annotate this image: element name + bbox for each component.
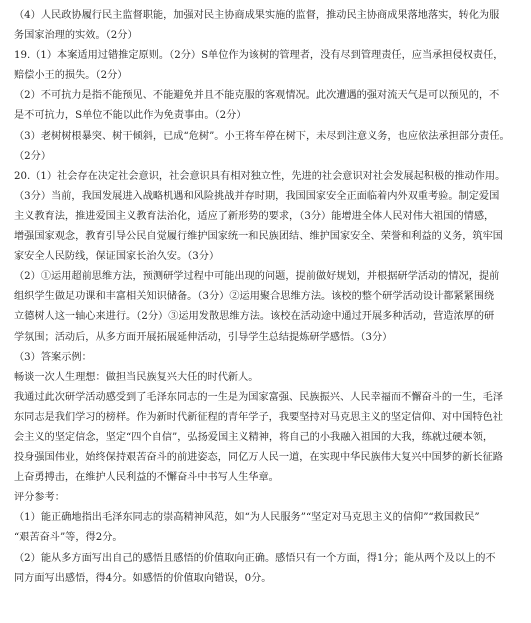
text-line: 赔偿小王的损失。（2分）: [14, 70, 128, 82]
text-line: 组织学生做足功课和丰富相关知识储备。（3分）②运用聚合思维方法。该校的整个研学活动设计都紧紧围绕: [14, 291, 495, 303]
text-line: 学氛围；活动后，从多方面开展拓展延伸活动，引导学生总结提炼研学感悟。（3分）: [14, 331, 393, 343]
text-line: 家安全人民防线，保证国家长治久安。（3分）: [14, 251, 220, 263]
text-line: （3）答案示例：: [14, 351, 92, 363]
text-line: 会主义的坚定信念，坚定“四个自信”，弘扬爱国主义精神，将自己的小我融入祖国的大我，练就过硬本领，: [14, 431, 494, 443]
text-line: （2）能从多方面写出自己的感悟且感悟的价值取向正确。感悟只有一个方面，得1分；能从两个及以上的不: [14, 552, 496, 564]
text-line: 增强国家观念，教育引导公民自觉履行维护国家统一和民族团结、维护国家安全、荣誉和利益的义务，筑牢国: [14, 231, 503, 243]
text-line: （1）能正确地指出毛泽东同志的崇高精神风范，如“为人民服务”“坚定对马克思主义的信仰”“救国救民”: [14, 512, 480, 524]
text-line: 东同志是我们学习的榜样。作为新时代新征程的青年学子，我要坚持对马克思主义的坚定信仰、对中国特色社: [14, 411, 503, 423]
text-line: （3）老树树根暴突、树干倾斜，已成“危树”。小王将车停在树下，未尽到注意义务，也应依法承担部分责任。: [14, 130, 510, 142]
text-line: 是不可抗力，S单位不能以此作为免责事由。（2分）: [14, 110, 247, 122]
text-line: 我通过此次研学活动感受到了毛泽东同志的一生是为国家富强、民族振兴、人民幸福而不懈奋斗的一生，毛泽: [14, 391, 503, 403]
text-line: “艰苦奋斗”等，得2分。: [14, 532, 123, 544]
text-line: 评分参考：: [14, 492, 65, 504]
text-line: （2）不可抗力是指不能预见、不能避免并且不能克服的客观情况。此次遭遇的强对流天气是可以预见的，不: [14, 90, 500, 102]
text-line: 主义教育法，推进爱国主义教育法治化，适应了新形势的要求，（3分）能增进全体人民对伟大祖国的情感，: [14, 210, 495, 222]
text-line: 20.（1）社会存在决定社会意识，社会意识具有相对独立性，先进的社会意识对社会发展起积极的推动作用。: [14, 170, 506, 182]
text-line: 上奋勇搏击，在维护人民利益的不懈奋斗中书写人生华章。: [14, 472, 279, 484]
text-line: （4）人民政协履行民主监督职能，加强对民主协商成果实施的监督，推动民主协商成果落地落实，转化为服: [14, 10, 500, 21]
text-line: 投身强国伟业，始终保持艰苦奋斗的前进姿态，同亿万人民一道，在实现中华民族伟大复兴中国梦的新长征路: [14, 452, 503, 464]
text-line: 务国家治理的实效。（2分）: [14, 30, 138, 42]
text-line: （2分）: [14, 150, 52, 162]
text-line: 立德树人这一轴心来进行。（2分）③运用发散思维方法。该校在活动途中通过开展多种活动，营造浓厚的研: [14, 311, 495, 323]
text-line: （2）①运用超前思维方法，预测研学过程中可能出现的问题，提前做好规划，并根据研学活动的情况，提前: [14, 271, 500, 283]
text-line: （3分）当前，我国发展进入战略机遇和风险挑战并存时期，我国国家安全正面临着内外双重考验。制定爱国: [14, 190, 500, 202]
text-line: 畅谈一次人生理想：做担当民族复兴大任的时代新人。: [14, 371, 259, 383]
text-line: 同方面写出感悟，得4分。如感悟的价值取向错误，0分。: [14, 572, 272, 584]
text-line: 19.（1）本案适用过错推定原则。（2分）S单位作为该树的管理者，没有尽到管理责任，应当承担侵权责任，: [14, 50, 504, 62]
